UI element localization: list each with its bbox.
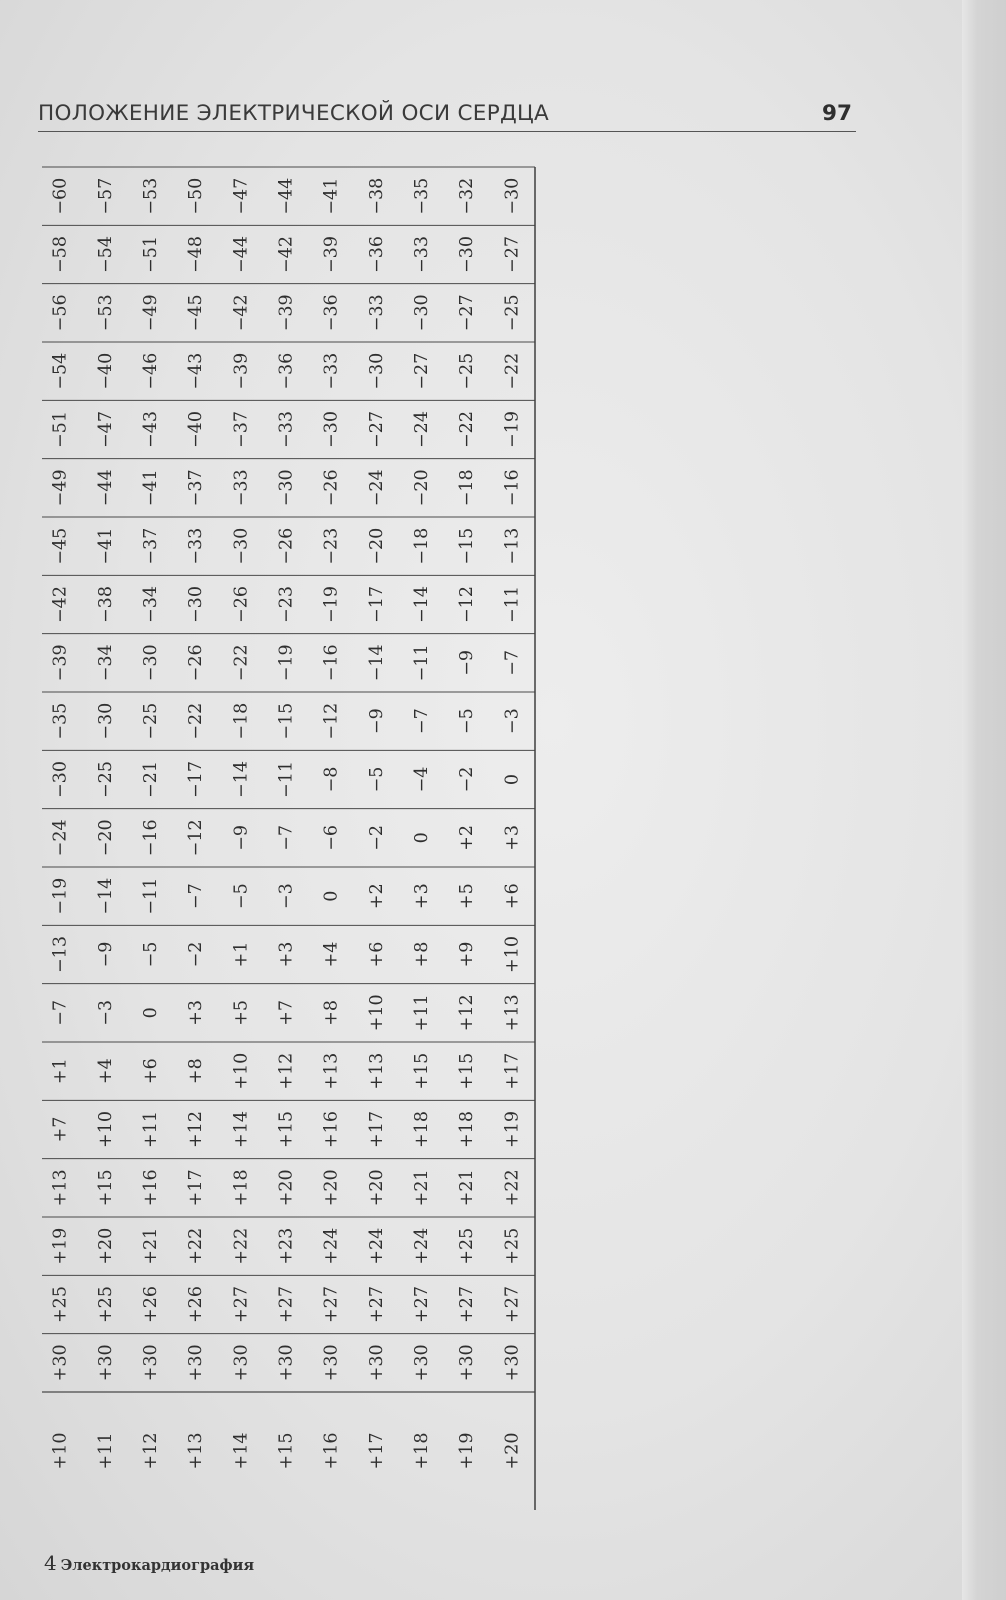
- table-cell: +3: [412, 883, 433, 910]
- table-cell: −22: [502, 352, 523, 390]
- table-cell: +30: [366, 1344, 387, 1382]
- table-cell: −57: [95, 177, 116, 215]
- table-cell: −3: [502, 708, 523, 735]
- table-cell: +24: [321, 1227, 342, 1265]
- table-cell: −30: [231, 527, 252, 565]
- table-cell: +8: [186, 1058, 207, 1085]
- table-cell: −7: [276, 824, 297, 851]
- table-cell: −7: [50, 999, 71, 1026]
- table-cell: −33: [321, 352, 342, 390]
- table-cell: +18: [457, 1111, 478, 1148]
- table-cell: +26: [186, 1286, 207, 1323]
- table-cell: +3: [276, 941, 297, 968]
- table-cell: −19: [276, 644, 297, 682]
- table-cell: +10: [231, 1052, 252, 1090]
- table-cell: −45: [186, 294, 207, 332]
- table-cell: −44: [95, 469, 116, 507]
- table-cell: −37: [186, 469, 207, 507]
- table-cell: +22: [186, 1227, 207, 1265]
- table-cell: −9: [95, 941, 116, 968]
- table-cell: +19: [502, 1111, 523, 1148]
- table-cell: −14: [366, 644, 387, 682]
- table-cell: −25: [457, 352, 478, 390]
- table-cell: +2: [457, 824, 478, 851]
- table-cell: −13: [50, 936, 71, 973]
- table-cell: +20: [366, 1169, 387, 1207]
- table-cell: +12: [186, 1111, 207, 1148]
- table-cell: +27: [412, 1286, 433, 1323]
- table-cell: −15: [276, 702, 297, 740]
- table-cell: −16: [140, 819, 161, 857]
- table-cell: −20: [412, 469, 433, 507]
- table-cell: +15: [95, 1169, 116, 1207]
- table-cell: −42: [276, 236, 297, 273]
- table-cell: +30: [231, 1344, 252, 1382]
- table-cell: −51: [140, 236, 161, 273]
- table-cell: +22: [502, 1169, 523, 1207]
- table-cell: −41: [95, 527, 116, 565]
- running-head: ПОЛОЖЕНИЕ ЭЛЕКТРИЧЕСКОЙ ОСИ СЕРДЦА: [38, 101, 550, 126]
- table-cell: −18: [412, 527, 433, 565]
- table-cell: −27: [457, 294, 478, 332]
- table-cell: +24: [412, 1227, 433, 1265]
- table-row-label: +12: [140, 1432, 161, 1470]
- table-cell: −18: [457, 469, 478, 507]
- table-cell: −22: [186, 702, 207, 740]
- table-cell: +21: [457, 1169, 478, 1207]
- table-cell: −44: [231, 236, 252, 273]
- table-cell: −54: [50, 352, 71, 390]
- table-cell: −19: [321, 586, 342, 623]
- table-cell: +2: [366, 883, 387, 910]
- table-cell: −43: [140, 411, 161, 448]
- table-cell: −36: [321, 294, 342, 332]
- table-cell: −39: [321, 236, 342, 273]
- table-cell: +13: [366, 1052, 387, 1090]
- table-cell: −23: [276, 586, 297, 623]
- table-cell: +13: [321, 1052, 342, 1090]
- table-cell: +25: [502, 1227, 523, 1265]
- table-cell: +16: [140, 1169, 161, 1207]
- table-cell: −17: [366, 586, 387, 623]
- table-cell: −60: [50, 177, 71, 215]
- table-cell: −9: [457, 649, 478, 676]
- table-cell: −20: [95, 819, 116, 857]
- table-cell: +17: [502, 1052, 523, 1090]
- table-cell: −30: [321, 411, 342, 448]
- table-cell: 0: [321, 890, 342, 902]
- table-cell: −42: [231, 294, 252, 332]
- table-cell: +30: [457, 1344, 478, 1382]
- table-cell: −14: [412, 586, 433, 623]
- table-cell: +27: [502, 1286, 523, 1323]
- table-cell: −19: [502, 411, 523, 448]
- table-cell: −53: [95, 294, 116, 332]
- table-cell: +26: [140, 1286, 161, 1323]
- table-cell: +13: [50, 1169, 71, 1207]
- table-cell: +23: [276, 1227, 297, 1265]
- table-cell: 0: [140, 1007, 161, 1019]
- table-cell: −7: [186, 883, 207, 910]
- table-cell: −26: [231, 586, 252, 623]
- table-cell: +5: [231, 999, 252, 1026]
- table-cell: +15: [457, 1052, 478, 1090]
- table-cell: −33: [276, 411, 297, 448]
- table-cell: −11: [502, 586, 523, 623]
- table-cell: −22: [457, 411, 478, 448]
- table-cell: +20: [276, 1169, 297, 1207]
- table-cell: −32: [457, 177, 478, 215]
- table-cell: +30: [50, 1344, 71, 1382]
- table-cell: −7: [502, 649, 523, 676]
- table-cell: −33: [231, 469, 252, 507]
- table-cell: −16: [502, 469, 523, 507]
- table-cell: −33: [412, 236, 433, 273]
- table-cell: −12: [321, 702, 342, 740]
- table-cell: +22: [231, 1227, 252, 1265]
- table-cell: +17: [186, 1169, 207, 1207]
- table-cell: −14: [231, 761, 252, 798]
- table-cell: −37: [231, 411, 252, 448]
- footer-text: Электрокардиография: [60, 1557, 255, 1574]
- table-row-label: +13: [186, 1432, 207, 1470]
- table-cell: −36: [366, 236, 387, 273]
- table-cell: +12: [276, 1052, 297, 1090]
- table-cell: −26: [276, 527, 297, 565]
- footer: [44, 1551, 254, 1575]
- table-cell: −30: [502, 177, 523, 215]
- table-cell: −11: [412, 644, 433, 682]
- table-cell: +7: [276, 999, 297, 1026]
- table-cell: −17: [186, 761, 207, 798]
- table-cell: +21: [140, 1227, 161, 1265]
- table-row-label: +18: [412, 1432, 433, 1470]
- table-cell: −50: [186, 177, 207, 215]
- table-cell: −11: [140, 877, 161, 915]
- table-cell: +1: [231, 941, 252, 968]
- table-cell: −7: [412, 708, 433, 735]
- table-cell: +15: [412, 1052, 433, 1090]
- table-cell: −13: [502, 527, 523, 565]
- table-cell: +27: [276, 1286, 297, 1323]
- table-cell: −39: [231, 352, 252, 390]
- table-cell: −33: [366, 294, 387, 332]
- table-cell: −30: [186, 586, 207, 623]
- table-cell: −20: [366, 527, 387, 565]
- table-cell: +8: [321, 999, 342, 1026]
- table-cell: +4: [95, 1058, 116, 1085]
- table-cell: −30: [366, 352, 387, 390]
- table-cell: −30: [412, 294, 433, 332]
- table-cell: +25: [95, 1286, 116, 1323]
- table-row-label: +17: [366, 1432, 387, 1470]
- table-cell: +4: [321, 941, 342, 968]
- table-cell: −9: [231, 824, 252, 851]
- table-cell: −4: [412, 766, 433, 793]
- table-cell: −6: [321, 824, 342, 851]
- table-cell: −42: [50, 586, 71, 623]
- table-cell: −18: [231, 702, 252, 740]
- table-cell: −33: [186, 527, 207, 565]
- table-cell: +3: [186, 999, 207, 1026]
- table-cell: −30: [457, 236, 478, 273]
- table-cell: −3: [95, 999, 116, 1026]
- table-cell: −26: [186, 644, 207, 682]
- table-cell: −25: [502, 294, 523, 332]
- table-cell: +25: [50, 1286, 71, 1323]
- table-cell: +3: [502, 824, 523, 851]
- table-row-label: +15: [276, 1432, 297, 1470]
- table-cell: −25: [95, 761, 116, 798]
- table-cell: −23: [321, 527, 342, 565]
- table-cell: −39: [276, 294, 297, 332]
- table-cell: +8: [412, 941, 433, 968]
- table-cell: +20: [321, 1169, 342, 1207]
- table-cell: −12: [457, 586, 478, 623]
- table-cell: −15: [457, 527, 478, 565]
- table-cell: −22: [231, 644, 252, 682]
- table-cell: +18: [412, 1111, 433, 1148]
- table-cell: −39: [50, 644, 71, 682]
- table-cell: −5: [140, 941, 161, 968]
- table-cell: +13: [502, 994, 523, 1032]
- table-cell: −21: [140, 761, 161, 798]
- table-cell: −37: [140, 527, 161, 565]
- table-cell: +15: [276, 1111, 297, 1148]
- table-cell: −30: [95, 702, 116, 740]
- table-cell: −35: [50, 702, 71, 740]
- table-cell: −49: [140, 294, 161, 332]
- table-cell: −34: [95, 644, 116, 682]
- table-cell: −26: [321, 469, 342, 507]
- table-row-label: +10: [50, 1432, 71, 1470]
- table-cell: −38: [95, 586, 116, 623]
- table-cell: +30: [140, 1344, 161, 1382]
- table-cell: +30: [95, 1344, 116, 1382]
- table-cell: −5: [366, 766, 387, 793]
- table-cell: +1: [50, 1058, 71, 1085]
- table-cell: +10: [366, 994, 387, 1032]
- table-cell: +10: [95, 1111, 116, 1148]
- table-cell: −2: [186, 941, 207, 968]
- table-cell: −36: [276, 352, 297, 390]
- table-cell: −2: [457, 766, 478, 793]
- table-cell: −47: [231, 177, 252, 215]
- table-cell: +6: [502, 883, 523, 910]
- table-cell: −2: [366, 824, 387, 851]
- table-cell: −34: [140, 586, 161, 623]
- table-cell: +11: [412, 994, 433, 1032]
- table-cell: −11: [276, 761, 297, 798]
- table-cell: +6: [366, 941, 387, 968]
- table-row-label: +20: [502, 1432, 523, 1470]
- table-cell: +25: [457, 1227, 478, 1265]
- table-cell: +18: [231, 1169, 252, 1207]
- table-cell: −30: [276, 469, 297, 507]
- table-cell: +27: [366, 1286, 387, 1323]
- page-number: 97: [822, 101, 852, 126]
- table-cell: +27: [457, 1286, 478, 1323]
- table-cell: +19: [50, 1227, 71, 1265]
- table-cell: +6: [140, 1058, 161, 1085]
- table-cell: −16: [321, 644, 342, 682]
- table-cell: −25: [140, 702, 161, 740]
- table-cell: −35: [412, 177, 433, 215]
- table-cell: −24: [50, 819, 71, 857]
- table-cell: −30: [140, 644, 161, 682]
- table-row-label: +19: [457, 1432, 478, 1470]
- table-cell: +7: [50, 1116, 71, 1143]
- table-cell: +10: [502, 936, 523, 973]
- table-cell: −47: [95, 411, 116, 448]
- table-cell: −38: [366, 177, 387, 215]
- table-cell: −41: [140, 469, 161, 507]
- table-cell: +27: [231, 1286, 252, 1323]
- table-cell: +17: [366, 1111, 387, 1148]
- table-cell: −44: [276, 177, 297, 215]
- table-cell: −56: [50, 294, 71, 332]
- table-cell: −3: [276, 883, 297, 910]
- table-cell: −8: [321, 766, 342, 793]
- table-cell: +30: [502, 1344, 523, 1382]
- table-cell: −24: [412, 411, 433, 448]
- table-cell: −14: [95, 877, 116, 915]
- table-cell: −9: [366, 708, 387, 735]
- table-cell: 0: [502, 773, 523, 786]
- table-cell: +30: [186, 1344, 207, 1382]
- footer-number: 4: [44, 1551, 57, 1575]
- table-row-label: +16: [321, 1432, 342, 1470]
- table-cell: +16: [321, 1111, 342, 1148]
- table-cell: −24: [366, 469, 387, 507]
- table-cell: +30: [321, 1344, 342, 1382]
- table-cell: −19: [50, 877, 71, 915]
- table-cell: −40: [95, 352, 116, 390]
- table-cell: −27: [366, 411, 387, 448]
- table-cell: −49: [50, 469, 71, 507]
- table-cell: +9: [457, 941, 478, 968]
- table-cell: −5: [457, 708, 478, 735]
- table-cell: −54: [95, 236, 116, 273]
- table-cell: +11: [140, 1111, 161, 1148]
- table-cell: +20: [95, 1227, 116, 1265]
- table-cell: +24: [366, 1227, 387, 1265]
- table-row-label: +14: [231, 1432, 252, 1470]
- table-cell: +30: [276, 1344, 297, 1382]
- table-cell: −53: [140, 177, 161, 215]
- table-cell: +14: [231, 1111, 252, 1148]
- table-cell: −27: [502, 236, 523, 273]
- table-cell: −46: [140, 352, 161, 390]
- table-cell: −58: [50, 236, 71, 273]
- table-row-label: +11: [95, 1432, 116, 1470]
- table-cell: −27: [412, 352, 433, 390]
- table-cell: −41: [321, 177, 342, 215]
- table-cell: −12: [186, 819, 207, 857]
- table-cell: −5: [231, 883, 252, 910]
- table-cell: −40: [186, 411, 207, 448]
- table-cell: −45: [50, 527, 71, 565]
- table-cell: 0: [412, 832, 433, 844]
- table-cell: −51: [50, 411, 71, 448]
- table-cell: +27: [321, 1286, 342, 1323]
- table-cell: −43: [186, 352, 207, 390]
- table-cell: +12: [457, 994, 478, 1032]
- table-cell: +5: [457, 883, 478, 910]
- table-cell: −30: [50, 761, 71, 798]
- table-cell: +21: [412, 1169, 433, 1207]
- table-cell: +30: [412, 1344, 433, 1382]
- table-cell: −48: [186, 236, 207, 273]
